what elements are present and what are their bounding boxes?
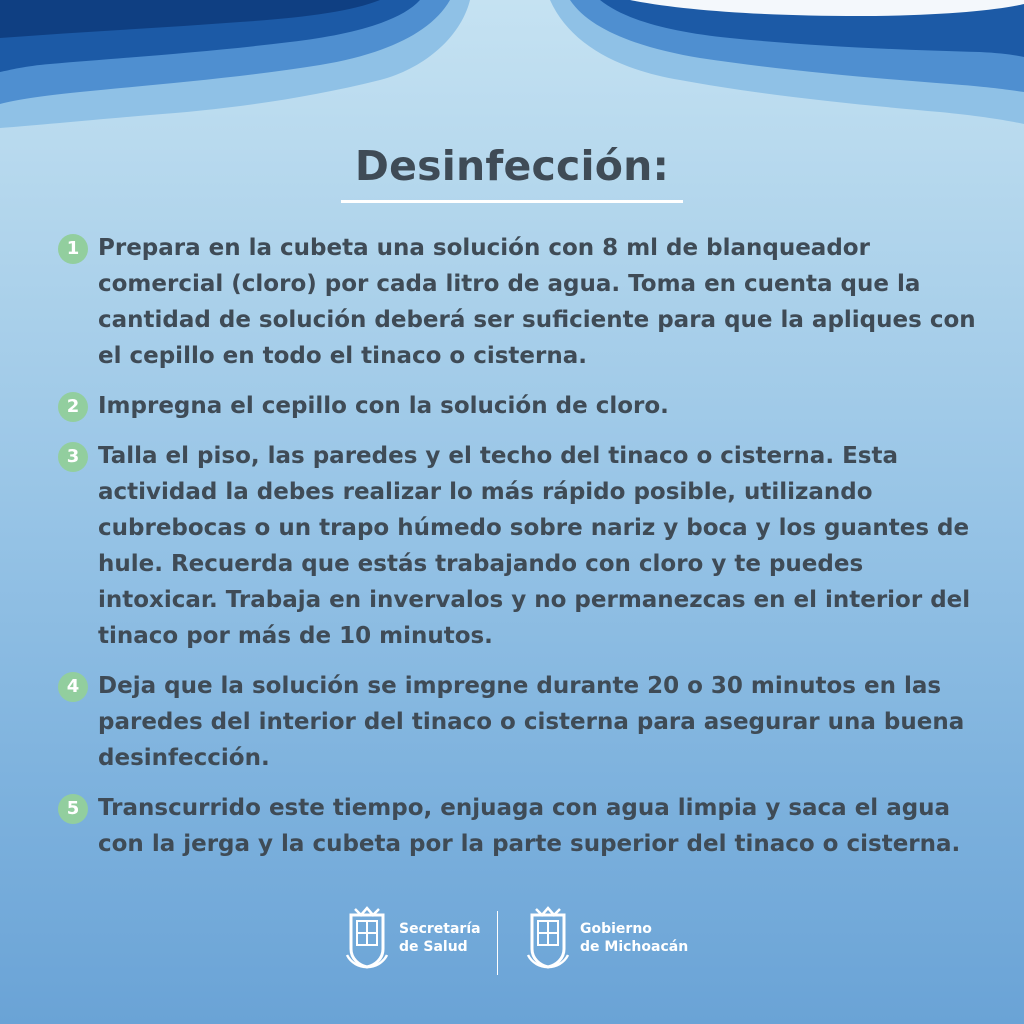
secretaria-salud-logo xyxy=(345,905,481,971)
logo-divider xyxy=(497,911,498,975)
title-container xyxy=(0,142,1024,203)
step-item xyxy=(58,790,988,862)
footer-logos xyxy=(0,905,1024,985)
page-title: Desinfección: xyxy=(341,142,683,203)
step-item xyxy=(58,388,988,424)
step-item xyxy=(58,438,988,654)
gobierno-michoacan-logo xyxy=(526,905,688,971)
michoacan-coat-of-arms-icon xyxy=(526,905,570,971)
step-number-badge: 3 xyxy=(58,442,88,472)
step-text: Prepara en la cubeta una solución con 8 ml de blanqueador comercial (cloro) por cada litro de agua. Toma en cuenta que la cantidad de solución deberá ser suficiente para que la apliques con el cepillo en todo el tinaco o cisterna. xyxy=(98,235,976,369)
step-item xyxy=(58,668,988,776)
step-number-badge: 4 xyxy=(58,672,88,702)
step-text: Transcurrido este tiempo, enjuaga con agua limpia y saca el agua con la jerga y la cubeta por la parte superior del tinaco o cisterna. xyxy=(98,795,961,857)
step-number-badge: 2 xyxy=(58,392,88,422)
step-text: Impregna el cepillo con la solución de cloro. xyxy=(98,393,669,419)
step-number-badge: 1 xyxy=(58,234,88,264)
secretaria-salud-label: Secretaría de Salud xyxy=(399,921,481,955)
step-item xyxy=(58,230,988,374)
step-text: Talla el piso, las paredes y el techo del tinaco o cisterna. Esta actividad la debes realizar lo más rápido posible, utilizando cubrebocas o un trapo húmedo sobre nariz y boca y los guantes de hule. Recuerda que estás trabajando con cloro y te puedes intoxicar. Trabaja en invervalos y no permanezcas en el interior del tinaco por más de 10 minutos. xyxy=(98,443,971,649)
step-text: Deja que la solución se impregne durante 20 o 30 minutos en las paredes del interior del tinaco o cisterna para asegurar una buena desinfección. xyxy=(98,673,965,771)
wave-header-decoration xyxy=(0,0,1024,140)
gobierno-michoacan-label: Gobierno de Michoacán xyxy=(580,921,689,955)
steps-list xyxy=(58,230,988,876)
step-number-badge: 5 xyxy=(58,794,88,824)
michoacan-coat-of-arms-icon xyxy=(345,905,389,971)
